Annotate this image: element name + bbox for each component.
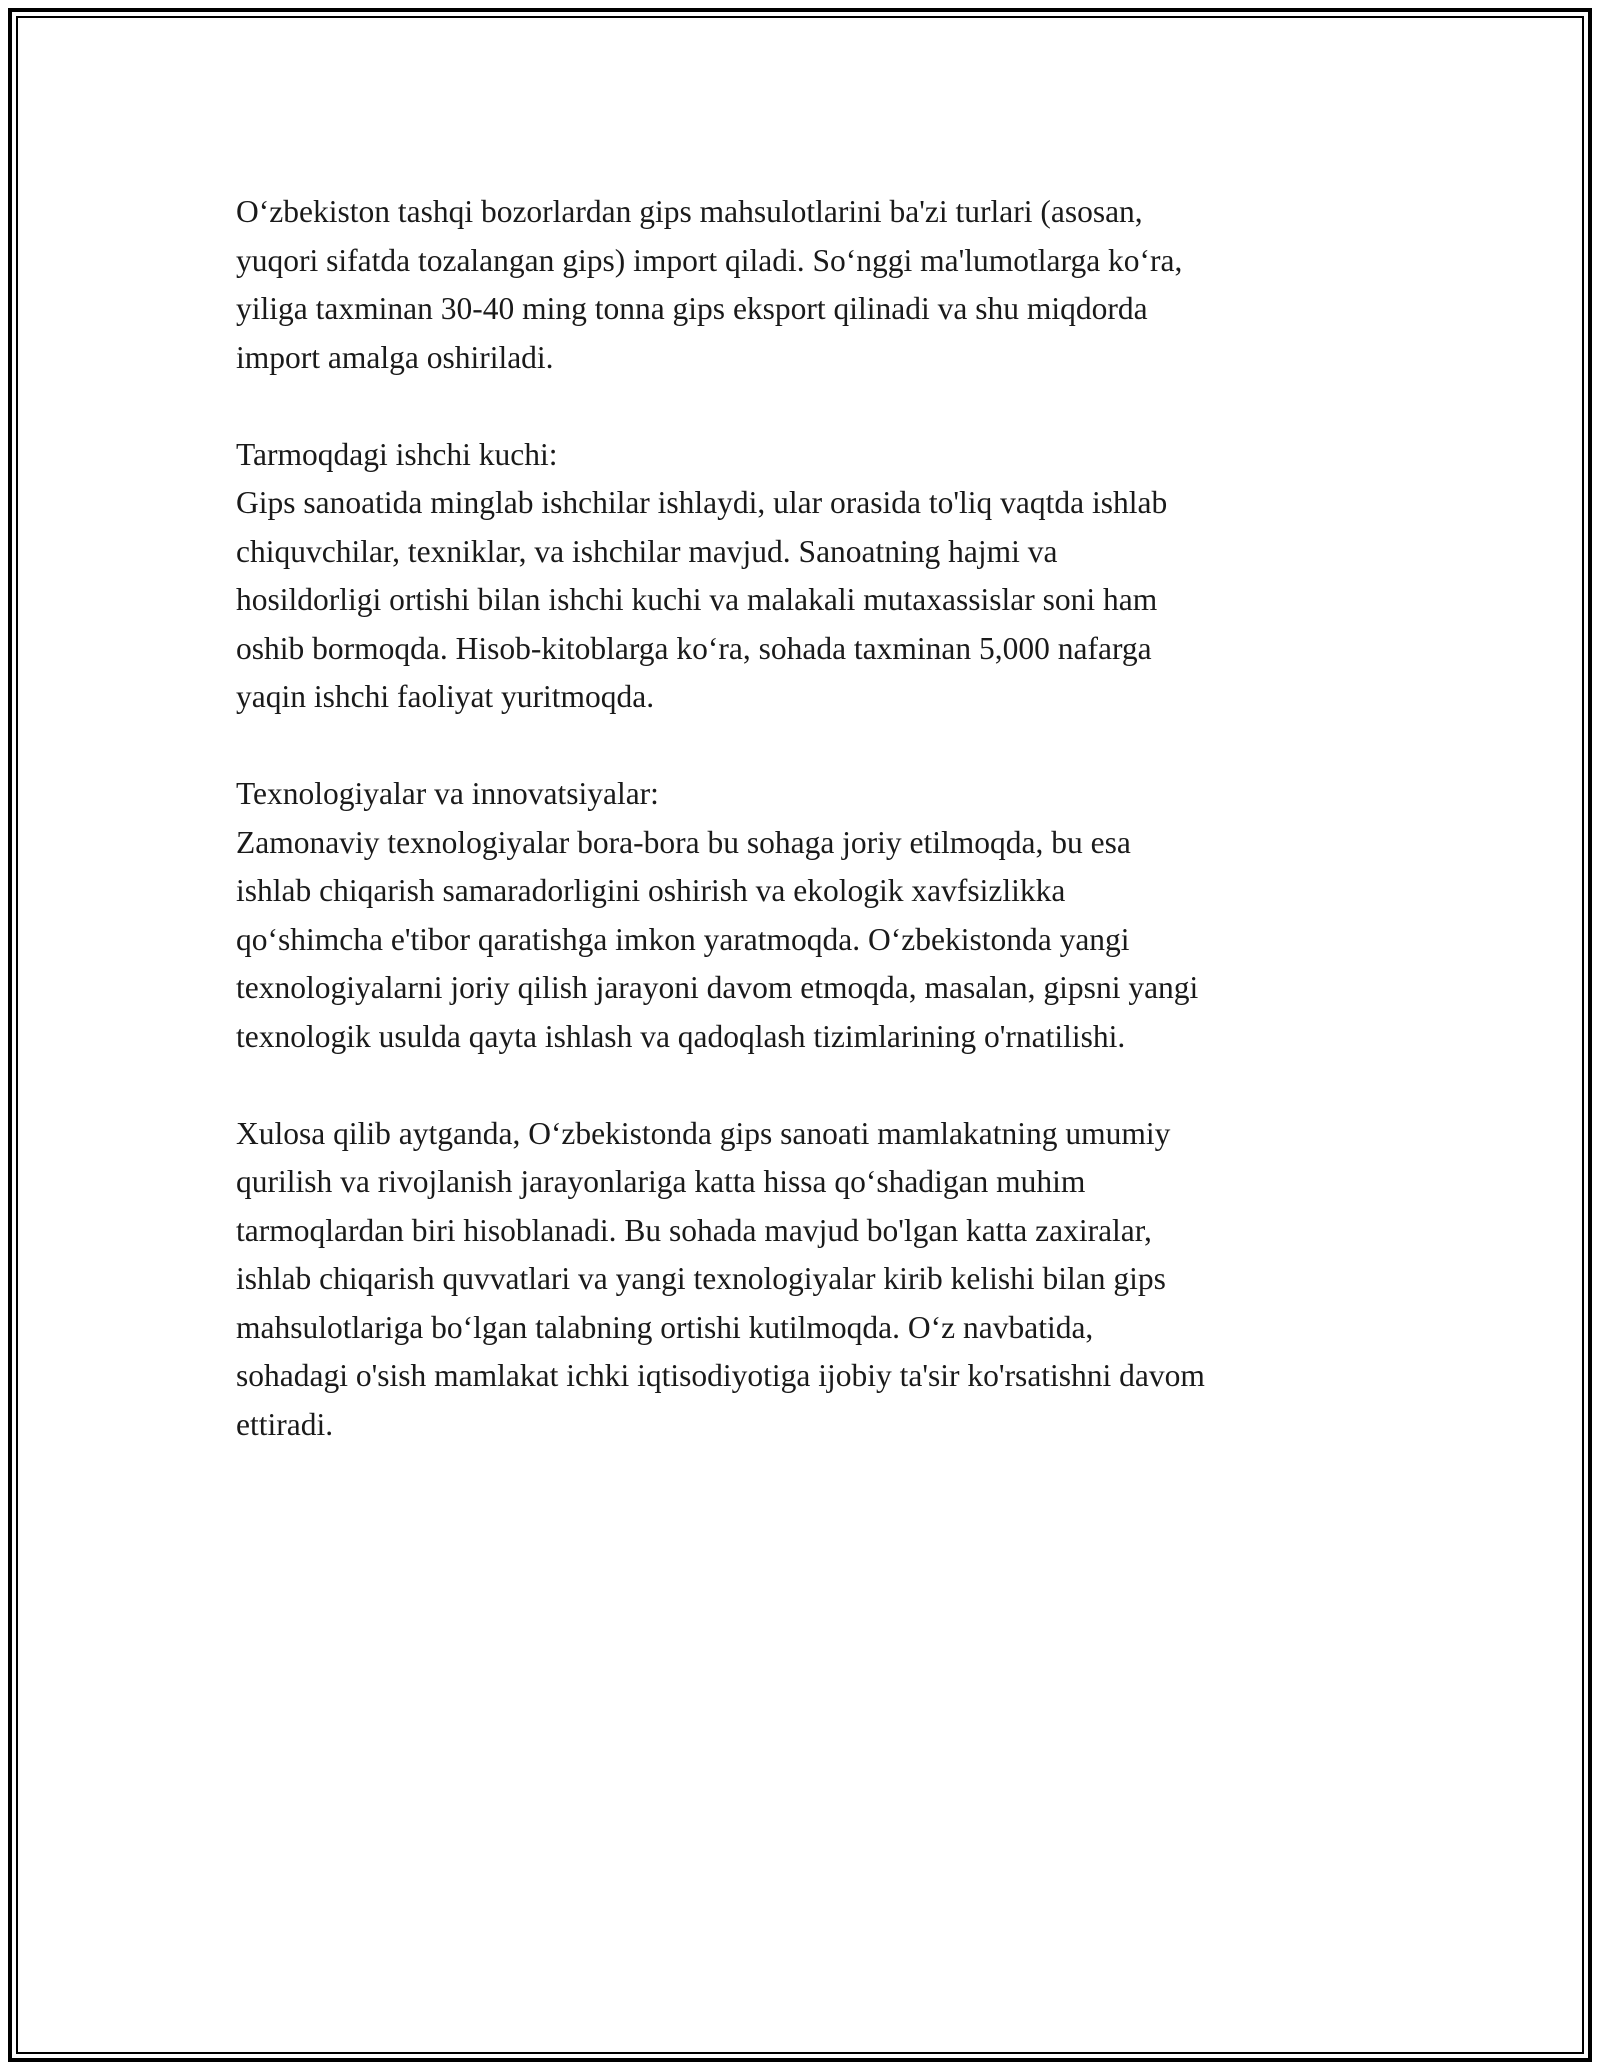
text-line: qurilish va rivojlanish jarayonlariga katta hissa qo‘shadigan muhim: [236, 1164, 1086, 1199]
text-line: Gips sanoatida minglab ishchilar ishlaydi, ular orasida to'liq vaqtda ishlab: [236, 485, 1168, 520]
text-line: O‘zbekiston tashqi bozorlardan gips mahsulotlarini ba'zi turlari (asosan,: [236, 194, 1143, 229]
text-line: texnologik usulda qayta ishlash va qadoqlash tizimlarining o'rnatilishi.: [236, 1018, 1126, 1054]
text-line: chiquvchilar, texniklar, va ishchilar mavjud. Sanoatning hajmi va: [236, 533, 1058, 569]
text-line: ettiradi.: [236, 1406, 334, 1442]
document-body: [236, 188, 1376, 1498]
text-line: mahsulotlariga bo‘lgan talabning ortishi kutilmoqda. O‘z navbatida,: [236, 1309, 1094, 1345]
text-line: yuqori sifatda tozalangan gips) import qiladi. So‘nggi ma'lumotlarga ko‘ra,: [236, 242, 1183, 278]
text-line: import amalga oshiriladi.: [236, 339, 554, 375]
text-line: Zamonaviy texnologiyalar bora-bora bu sohaga joriy etilmoqda, bu esa: [236, 824, 1131, 860]
text-line: yaqin ishchi faoliyat yuritmoqda.: [236, 679, 655, 714]
paragraph-technology: [236, 770, 1376, 1061]
text-line: sohadagi o'sish mamlakat ichki iqtisodiyotiga ijobiy ta'sir ko'rsatishni davom: [236, 1358, 1205, 1393]
text-line: qo‘shimcha e'tibor qaratishga imkon yaratmoqda. O‘zbekistonda yangi: [236, 921, 1130, 957]
paragraph-conclusion: [236, 1110, 1376, 1450]
text-line: ishlab chiqarish quvvatlari va yangi texnologiyalar kirib kelishi bilan gips: [236, 1261, 1166, 1296]
text-line: Xulosa qilib aytganda, O‘zbekistonda gips sanoati mamlakatning umumiy: [236, 1115, 1171, 1151]
text-line: tarmoqlardan biri hisoblanadi. Bu sohada mavjud bo'lgan katta zaxiralar,: [236, 1212, 1152, 1248]
text-line: ishlab chiqarish samaradorligini oshirish va ekologik xavfsizlikka: [236, 873, 1066, 908]
text-line: hosildorligi ortishi bilan ishchi kuchi va malakali mutaxassislar soni ham: [236, 582, 1158, 617]
paragraph-workforce: [236, 431, 1376, 722]
paragraph-import: [236, 188, 1376, 382]
text-line: yiliga taxminan 30-40 ming tonna gips eksport qilinadi va shu miqdorda: [236, 291, 1148, 326]
text-line: texnologiyalarni joriy qilish jarayoni davom etmoqda, masalan, gipsni yangi: [236, 970, 1199, 1005]
section-heading: Tarmoqdagi ishchi kuchi:: [236, 436, 558, 472]
text-line: oshib bormoqda. Hisob-kitoblarga ko‘ra, sohada taxminan 5,000 nafarga: [236, 630, 1152, 666]
section-heading: Texnologiyalar va innovatsiyalar:: [236, 776, 659, 811]
